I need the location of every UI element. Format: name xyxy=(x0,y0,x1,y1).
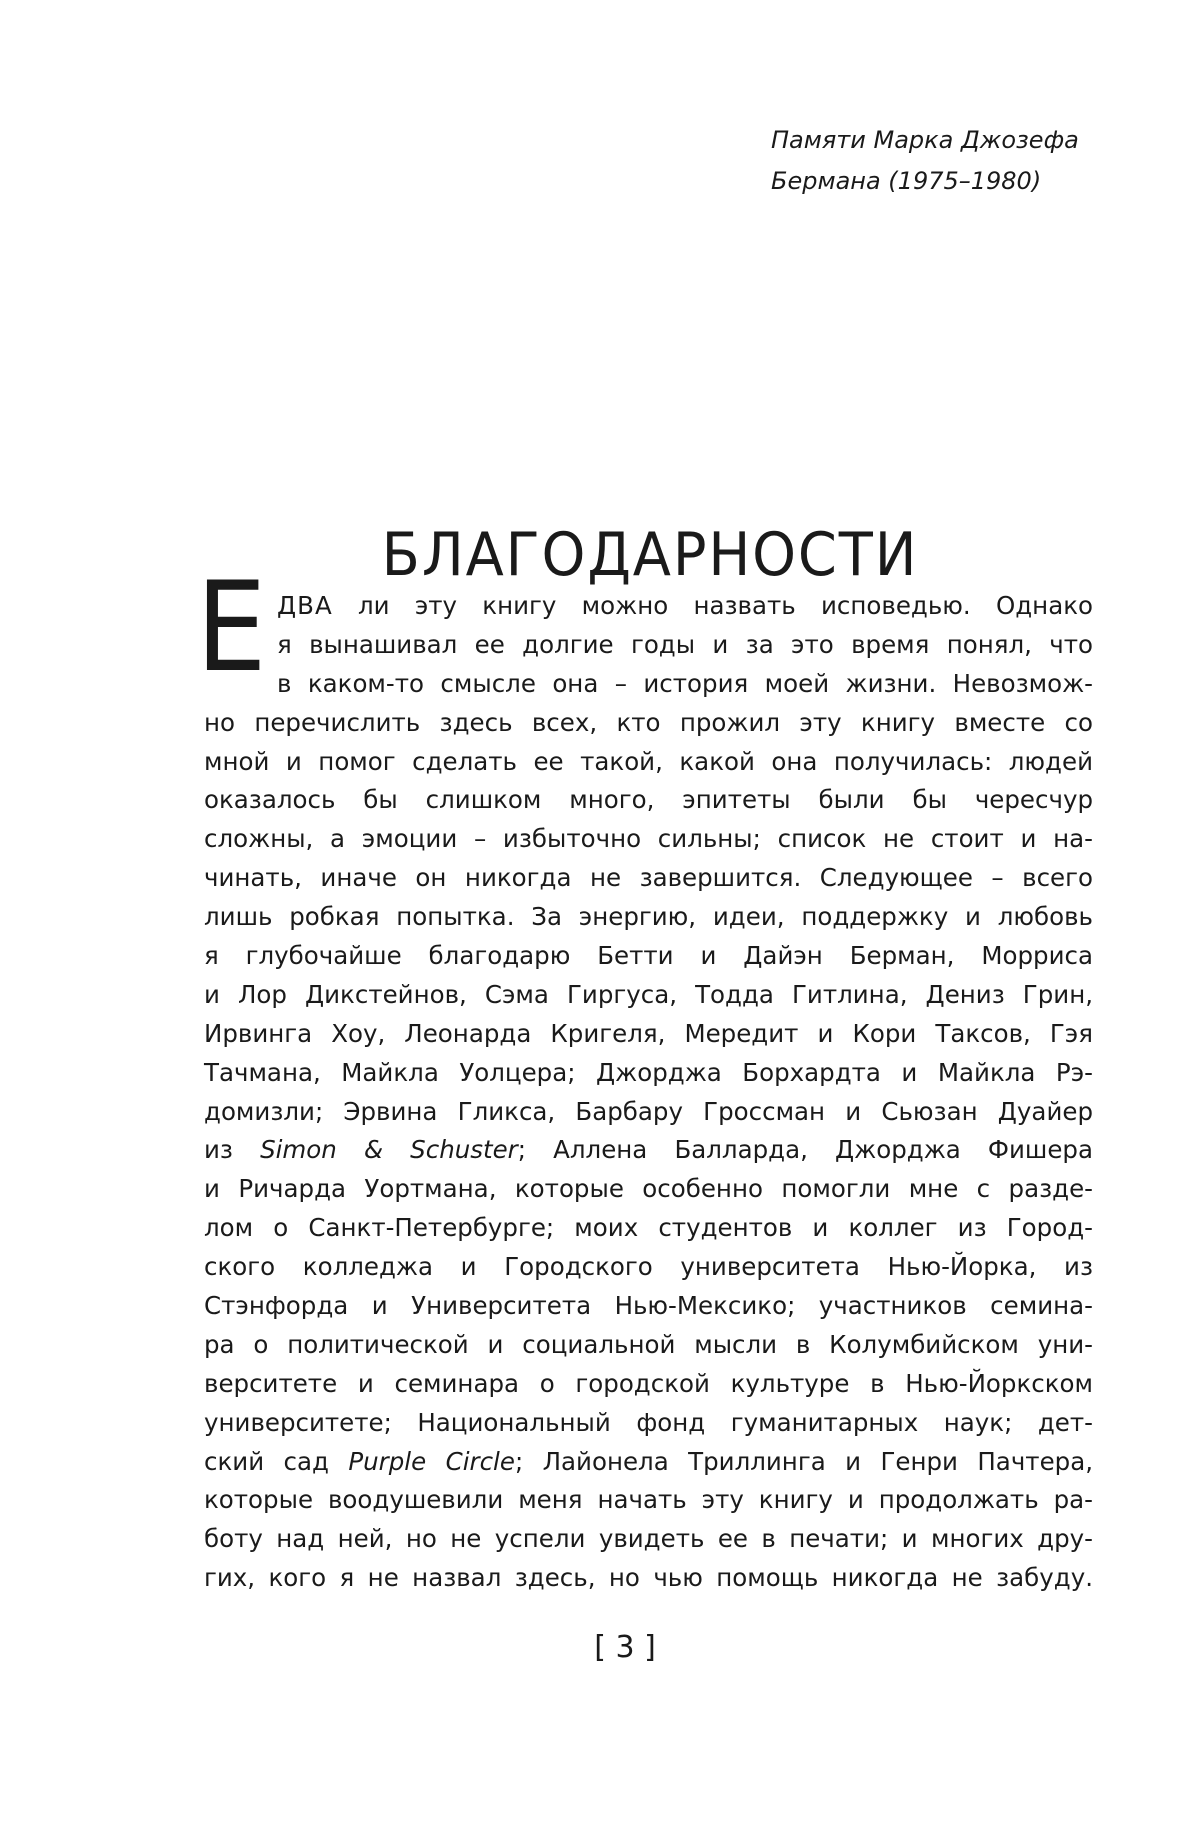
body-line-3: в каком-то смысле она – история моей жизни. Невозмож- xyxy=(277,668,1093,698)
body-line-12: Ирвинга Хоу, Леонарда Кригеля, Мередит и Кори Таксов, Гэя xyxy=(204,1018,1093,1048)
body-line-1 xyxy=(204,587,1093,626)
body-line-2: я вынашивал ее долгие годы и за это время понял, что xyxy=(277,629,1093,659)
body-line-14: домизли; Эрвина Гликса, Барбару Гроссман и Сьюзан Дуайер xyxy=(204,1096,1093,1126)
body-line-23-a: ский сад xyxy=(204,1446,349,1476)
body-line-7: сложны, а эмоции – избыточно сильны; список не стоит и на- xyxy=(204,824,1093,854)
body-line-19: Стэнфорда и Университета Нью-Мексико; участников семина- xyxy=(204,1291,1093,1321)
body-line-4: но перечислить здесь всех, кто прожил эту книгу вместе со xyxy=(204,707,1093,737)
first-word: ДВА xyxy=(277,591,333,620)
body-line-10: я глубочайше благодарю Бетти и Дайэн Берман, Морриса xyxy=(204,941,1093,971)
publisher-name: Simon & Schuster xyxy=(260,1135,518,1165)
body-line-22: университете; Национальный фонд гуманитарных наук; дет- xyxy=(204,1407,1093,1437)
body-line-15-a: из xyxy=(204,1135,261,1165)
body-line-5: мной и помог сделать ее такой, какой она получилась: людей xyxy=(204,746,1093,776)
acknowledgements-body xyxy=(204,587,1093,1598)
body-line-23 xyxy=(204,1443,1093,1482)
body-line-1-text: ли эту книгу можно назвать исповедью. Однако xyxy=(332,591,1093,620)
body-line-16: и Ричарда Уортмана, которые особенно помогли мне с разде- xyxy=(204,1174,1093,1204)
dedication-line-1: Памяти Марка Джозефа xyxy=(771,126,1079,154)
body-line-21: верситете и семинара о городской культуре в Нью-Йоркском xyxy=(204,1368,1093,1398)
body-line-6: оказалось бы слишком много, эпитеты были бы чересчур xyxy=(204,785,1093,815)
body-line-24: которые воодушевили меня начать эту книгу и продолжать ра- xyxy=(204,1485,1093,1515)
body-line-13: Тачмана, Майкла Уолцера; Джорджа Борхардта и Майкла Рэ- xyxy=(204,1057,1093,1087)
dedication xyxy=(771,120,1091,202)
body-line-18: ского колледжа и Городского университета Нью-Йорка, из xyxy=(204,1252,1093,1282)
drop-cap: Е xyxy=(196,556,267,700)
body-line-25: боту над ней, но не успели увидеть ее в печати; и многих дру- xyxy=(204,1524,1093,1554)
body-line-15-b: ; Аллена Балларда, Джорджа Фишера xyxy=(517,1135,1093,1165)
body-line-20: ра о политической и социальной мысли в Колумбийском уни- xyxy=(204,1329,1093,1359)
body-line-11: и Лор Дикстейнов, Сэма Гиргуса, Тодда Гитлина, Дениз Грин, xyxy=(204,979,1093,1009)
body-line-8: чинать, иначе он никогда не завершится. Следующее – всего xyxy=(204,863,1093,893)
kindergarten-name: Purple Circle xyxy=(348,1446,515,1476)
body-line-23-b: ; Лайонела Триллинга и Генри Пачтера, xyxy=(514,1446,1093,1476)
body-line-26: гих, кого я не назвал здесь, но чью помощь никогда не забуду. xyxy=(204,1563,1093,1593)
body-line-9: лишь робкая попытка. За энергию, идеи, поддержку и любовь xyxy=(204,902,1093,932)
body-line-15 xyxy=(204,1131,1093,1170)
body-line-17: лом о Санкт-Петербурге; моих студентов и коллег из Город- xyxy=(204,1213,1093,1243)
dedication-line-2: Бермана (1975–1980) xyxy=(771,167,1042,195)
page-number: [ 3 ] xyxy=(594,1630,656,1665)
chapter-title: БЛАГОДАРНОСТИ xyxy=(381,520,919,591)
